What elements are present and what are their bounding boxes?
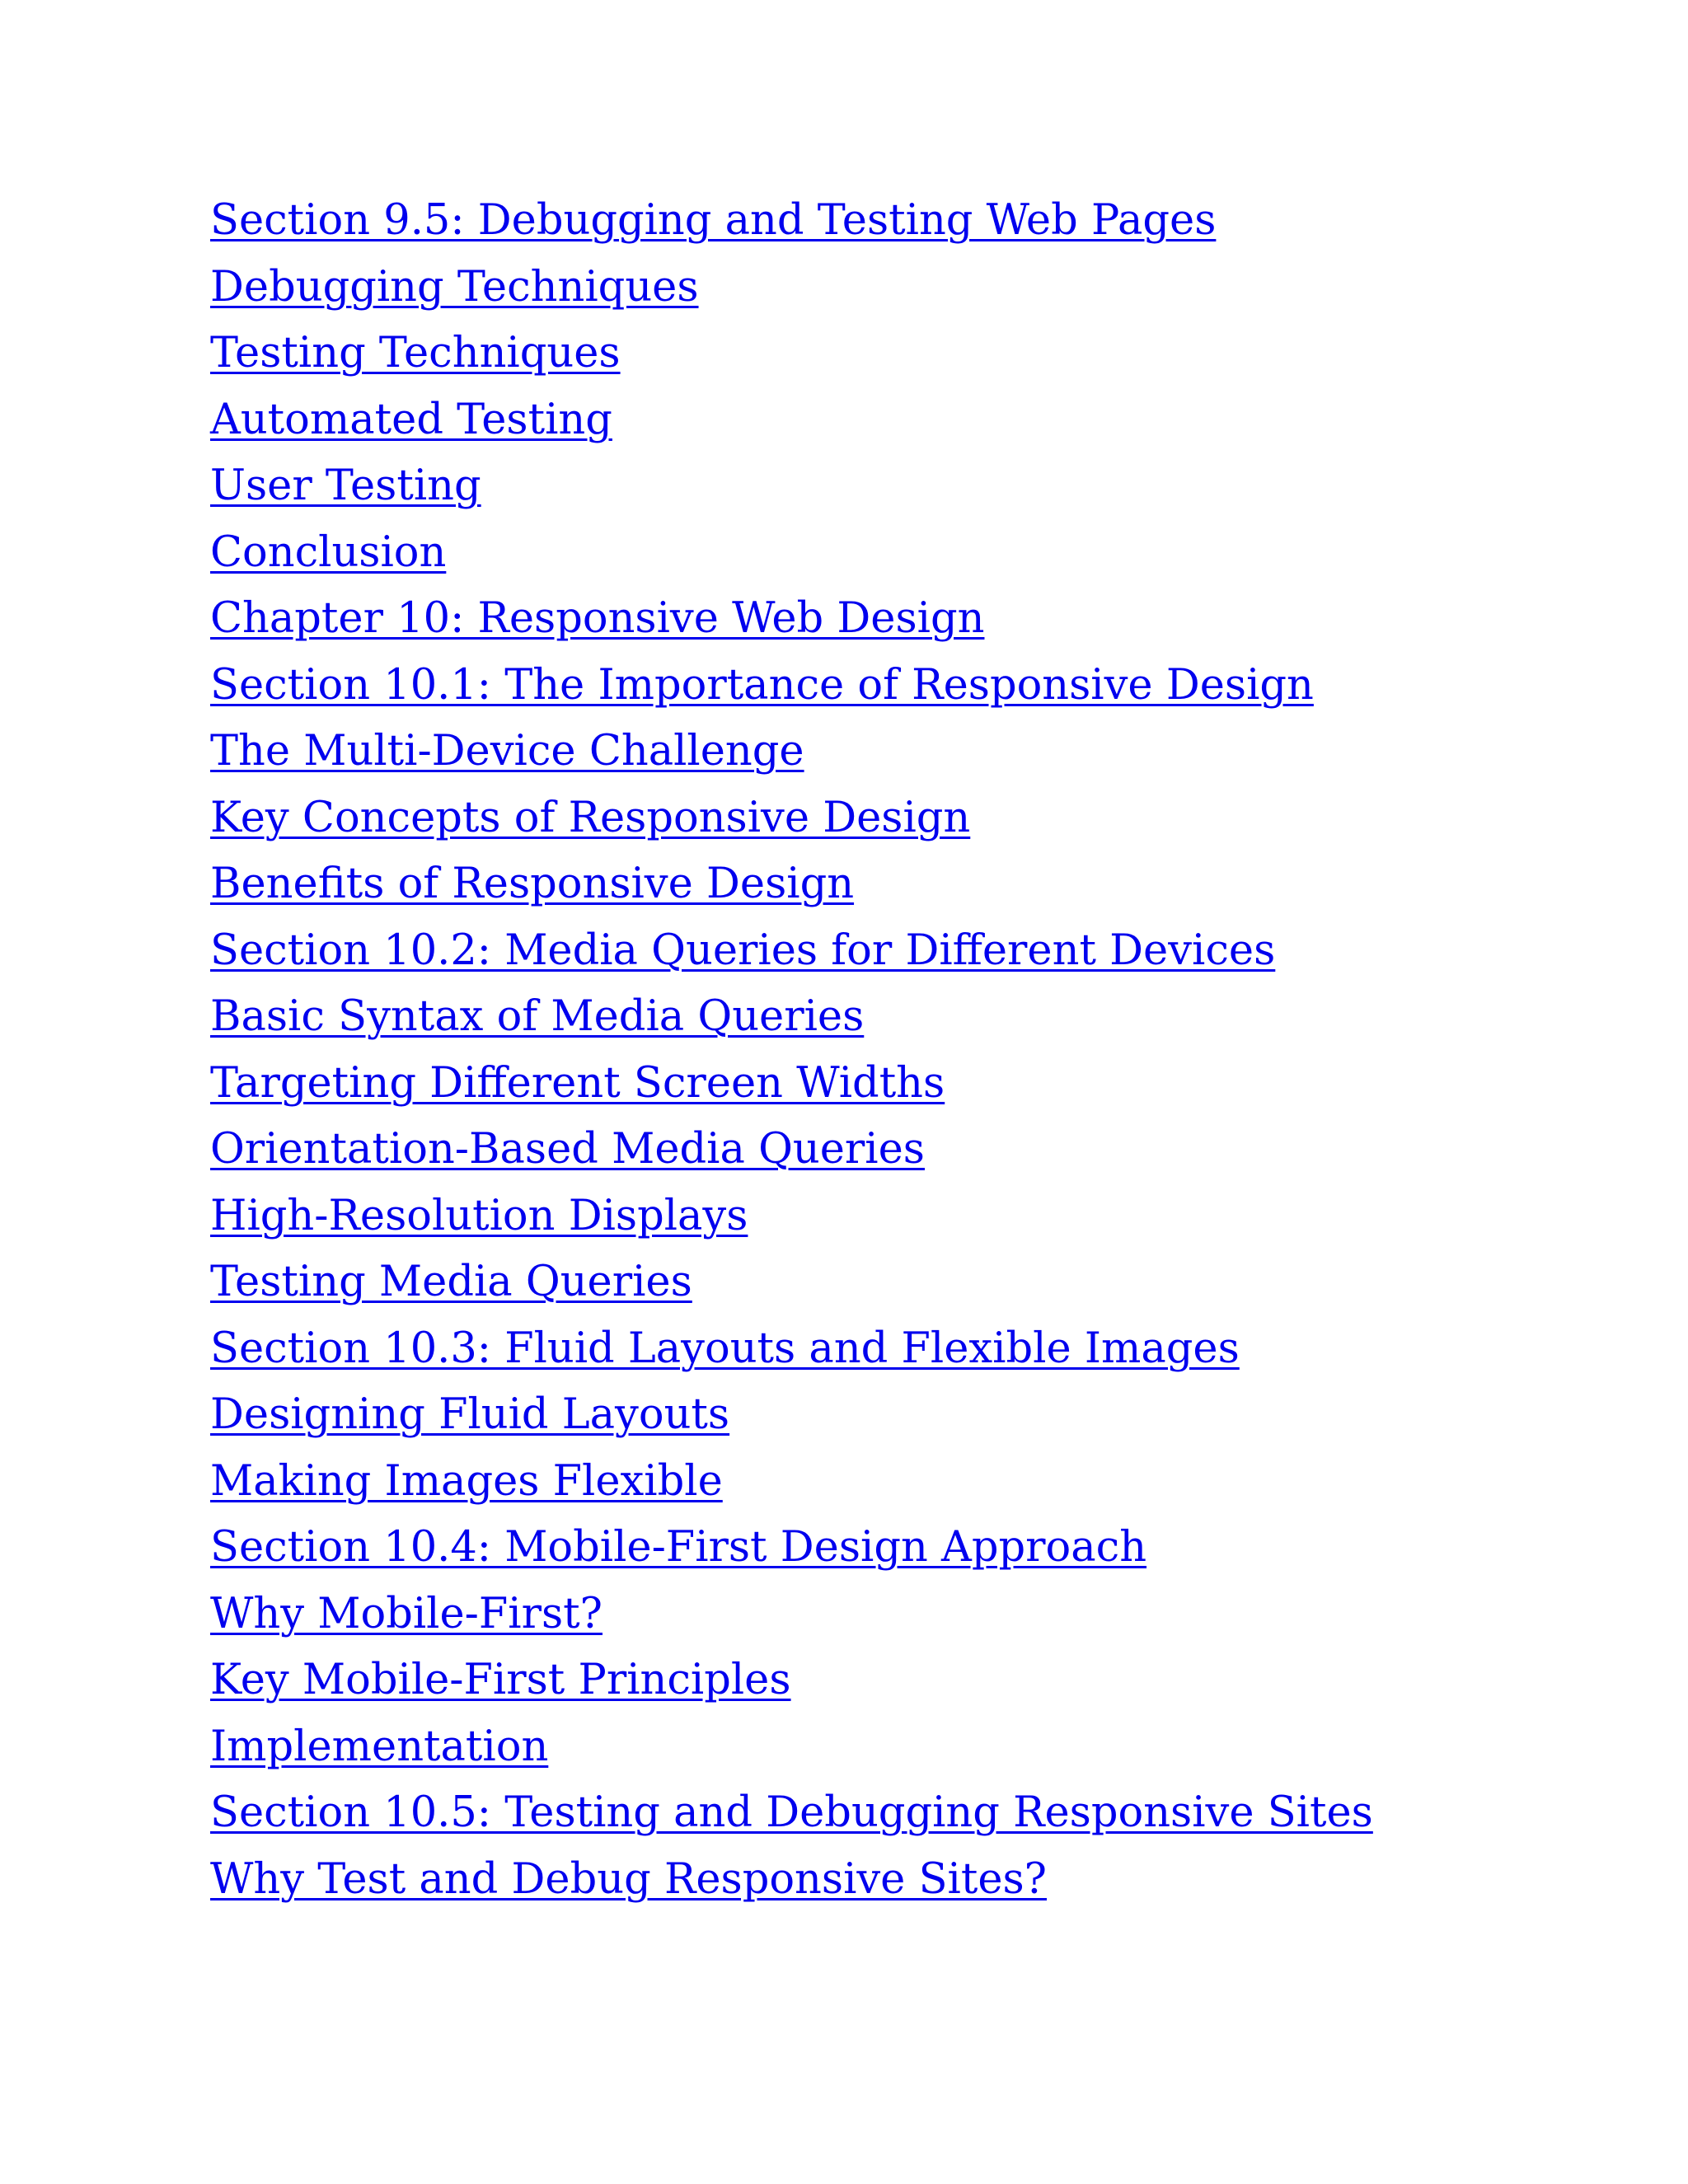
- toc-link[interactable]: Testing Techniques: [210, 329, 621, 377]
- toc-entry-user-testing: [210, 453, 1373, 520]
- toc-entry-targeting-widths: [210, 1051, 1373, 1118]
- toc-link[interactable]: Section 10.2: Media Queries for Different Devices: [210, 926, 1276, 975]
- toc-link[interactable]: Key Concepts of Responsive Design: [210, 793, 971, 842]
- toc-entry-automated-testing: [210, 387, 1373, 454]
- toc-link[interactable]: Benefits of Responsive Design: [210, 860, 855, 908]
- toc-link[interactable]: Why Test and Debug Responsive Sites?: [210, 1854, 1048, 1904]
- toc-link[interactable]: Key Mobile-First Principles: [210, 1656, 791, 1704]
- toc-entry-key-concepts: [210, 785, 1373, 852]
- toc-entry-section-9-5: [210, 188, 1373, 255]
- toc-entry-testing-techniques: [210, 321, 1373, 387]
- toc-entry-flexible-images: [210, 1449, 1373, 1516]
- toc-link[interactable]: Automated Testing: [210, 395, 612, 444]
- toc-entry-fluid-layouts: [210, 1382, 1373, 1449]
- toc-link[interactable]: Designing Fluid Layouts: [210, 1390, 730, 1439]
- toc-link[interactable]: Testing Media Queries: [210, 1258, 692, 1306]
- table-of-contents: [210, 188, 1373, 1913]
- toc-link[interactable]: User Testing: [210, 462, 481, 510]
- toc-link[interactable]: Conclusion: [210, 527, 447, 577]
- toc-entry-orientation-queries: [210, 1117, 1373, 1183]
- toc-entry-multi-device-challenge: [210, 719, 1373, 785]
- toc-link[interactable]: Section 10.3: Fluid Layouts and Flexible Images: [210, 1324, 1240, 1373]
- toc-entry-section-10-5: [210, 1780, 1373, 1847]
- toc-link[interactable]: The Multi-Device Challenge: [210, 727, 804, 776]
- toc-link[interactable]: Orientation-Based Media Queries: [210, 1125, 925, 1174]
- toc-link[interactable]: High-Resolution Displays: [210, 1191, 748, 1240]
- toc-entry-basic-syntax: [210, 984, 1373, 1051]
- toc-link[interactable]: Targeting Different Screen Widths: [210, 1058, 945, 1108]
- toc-entry-section-10-4: [210, 1515, 1373, 1582]
- toc-link[interactable]: Why Mobile-First?: [210, 1589, 603, 1638]
- toc-entry-why-test-debug: [210, 1847, 1373, 1914]
- toc-link[interactable]: Section 10.5: Testing and Debugging Responsive Sites: [210, 1788, 1373, 1837]
- toc-entry-testing-media-queries: [210, 1249, 1373, 1316]
- toc-entry-section-10-3: [210, 1316, 1373, 1383]
- toc-link[interactable]: Making Images Flexible: [210, 1456, 723, 1506]
- toc-entry-benefits: [210, 851, 1373, 918]
- toc-entry-high-resolution: [210, 1183, 1373, 1250]
- toc-link[interactable]: Debugging Techniques: [210, 262, 699, 312]
- toc-entry-chapter-10: [210, 586, 1373, 653]
- toc-entry-why-mobile-first: [210, 1582, 1373, 1648]
- toc-link[interactable]: Section 10.4: Mobile-First Design Approach: [210, 1523, 1147, 1572]
- toc-entry-implementation: [210, 1714, 1373, 1781]
- toc-link[interactable]: Section 10.1: The Importance of Responsive Design: [210, 660, 1314, 710]
- toc-entry-conclusion: [210, 520, 1373, 587]
- toc-entry-section-10-2: [210, 918, 1373, 985]
- toc-entry-mobile-first-principles: [210, 1647, 1373, 1714]
- toc-link[interactable]: Section 9.5: Debugging and Testing Web Pages: [210, 196, 1217, 245]
- toc-entry-debugging-techniques: [210, 255, 1373, 321]
- toc-link[interactable]: Chapter 10: Responsive Web Design: [210, 594, 985, 643]
- toc-link[interactable]: Implementation: [210, 1722, 549, 1771]
- toc-entry-section-10-1: [210, 653, 1373, 719]
- toc-link[interactable]: Basic Syntax of Media Queries: [210, 992, 865, 1041]
